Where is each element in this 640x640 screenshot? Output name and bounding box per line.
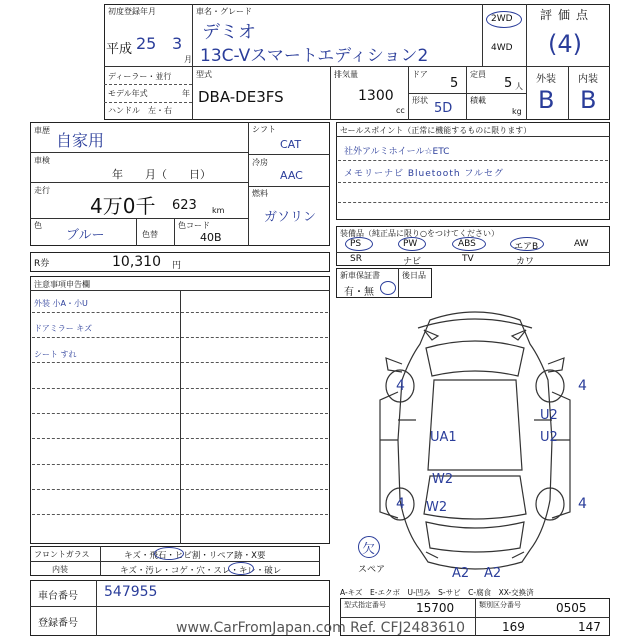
category-code-value: 0505	[556, 601, 587, 615]
km-unit: km	[212, 206, 225, 215]
seats: 5	[504, 76, 513, 91]
model-code-label: 型式指定番号	[344, 601, 386, 609]
seats-label: 定員	[470, 70, 486, 79]
new-warranty-label: 新車保証書	[340, 271, 380, 280]
mark-left-door: UA1	[430, 430, 457, 445]
drive-4wd: 4WD	[491, 43, 513, 53]
name-grade-label: 車名・グレード	[196, 7, 252, 16]
color-code-label: 色コード	[178, 221, 210, 230]
footer-sub-2: 147	[578, 620, 601, 634]
notes-label: 注意事項申告欄	[34, 280, 90, 289]
reg-number-label: 登録番号	[38, 618, 78, 629]
windshield-chip-circle	[154, 547, 184, 560]
model-code-value: 15700	[416, 601, 455, 615]
yen-unit: 円	[172, 261, 182, 271]
sales-point-2: メモリーナビ Bluetooth フルセグ	[344, 169, 505, 179]
mark-right-rear-door: U2	[540, 430, 558, 445]
category-code-label: 類別区分番号	[479, 601, 521, 609]
note-2: ドアミラー キズ	[34, 324, 93, 333]
equip-sr: SR	[350, 254, 362, 264]
seats-unit: 人	[515, 82, 523, 91]
sales-point-1: 社外アルミホイール☆ETC	[344, 147, 450, 157]
fuel-label: 燃料	[252, 189, 268, 198]
displacement: 1300	[358, 88, 394, 104]
month-unit: 月	[184, 55, 192, 64]
interior-grade: B	[580, 86, 597, 114]
note-1: 外装 小A・小U	[34, 299, 88, 308]
exterior-grade: B	[538, 86, 555, 114]
reg-month: 3	[172, 34, 183, 53]
mark-wheel-fr: 4	[578, 378, 587, 394]
disp-label: 排気量	[334, 70, 358, 79]
recycle-label: R券	[34, 259, 50, 269]
exterior-label: 外装	[536, 74, 556, 85]
shape-label: 形状	[412, 96, 428, 105]
fuel: ガソリン	[264, 210, 317, 225]
recycle-fee: 10,310	[112, 254, 161, 270]
color-label: 色	[34, 221, 42, 230]
sales-points-label: セールスポイント（正常に機能するものに限ります）	[340, 126, 532, 135]
cc-unit: cc	[396, 106, 405, 115]
color-change-label: 色替	[142, 230, 158, 239]
car-grade: 13C-Vスマートエディション2	[200, 46, 429, 66]
warranty-none-circle	[380, 281, 396, 295]
category: 自家用	[56, 131, 105, 150]
dealer-label: ディーラー・並行	[108, 72, 172, 81]
ac: AAC	[280, 169, 303, 182]
chassis-number: 547955	[104, 584, 158, 600]
category-label: 車歴	[34, 126, 50, 135]
door-label: ドア	[412, 70, 428, 79]
watermark: www.CarFromJapan.com Ref. CFJ2483610	[176, 620, 465, 636]
kg-unit: kg	[512, 107, 522, 116]
equip-tv: TV	[462, 254, 474, 264]
warranty-value: 有・無	[344, 287, 374, 298]
drive-2wd: 2WD	[491, 14, 513, 24]
model-code: DBA-DE3FS	[198, 88, 284, 106]
reg-year: 25	[136, 34, 157, 53]
spare-mark: 欠	[362, 542, 376, 557]
mileage: 4万0千	[90, 194, 156, 218]
load-label: 積載	[470, 96, 486, 105]
mileage-label: 走行	[34, 186, 50, 195]
era: 平成	[106, 42, 133, 57]
mark-right-front-door: U2	[540, 408, 558, 423]
windshield-label: フロントガラス	[34, 550, 90, 559]
body-shape: 5D	[434, 101, 453, 116]
mark-rear-1: A2	[452, 566, 470, 581]
note-3: シート すれ	[34, 350, 77, 359]
interior-options: キズ・汚レ・コゲ・穴・スレ・キレ・破レ	[120, 566, 282, 576]
chassis-number-label: 車台番号	[38, 591, 78, 602]
shift-label: シフト	[252, 125, 276, 134]
doors: 5	[450, 76, 459, 91]
shift: CAT	[280, 138, 302, 151]
equip-ps: PS	[350, 239, 362, 249]
color-code: 40B	[200, 231, 222, 244]
mark-wheel-rr: 4	[578, 496, 587, 512]
mark-left-rear-2: W2	[426, 500, 448, 515]
score-label: 評価点	[540, 8, 595, 22]
equip-leather: カワ	[516, 257, 535, 267]
equip-navi: ナビ	[403, 257, 422, 267]
inspection-value: 年 月（ 日）	[112, 168, 211, 181]
equip-airbag: エアB	[514, 242, 539, 252]
car-diagram	[340, 300, 610, 586]
mark-wheel-rl: 4	[396, 496, 405, 512]
damage-legend: A-キズ E-エクボ U-凹み S-サビ C-腐食 XX-交換済	[340, 588, 534, 597]
type-label: 型式	[196, 70, 212, 79]
inspection-label: 車検	[34, 156, 50, 165]
color: ブルー	[66, 228, 105, 243]
equip-pw: PW	[403, 239, 418, 249]
car-name: デミオ	[202, 22, 256, 43]
ac-label: 冷房	[252, 158, 268, 167]
interior-worn-circle	[228, 562, 254, 575]
first-reg-label: 初度登録年月	[108, 7, 156, 16]
record-label: 後日品	[402, 271, 426, 280]
mileage-extra: 623	[172, 198, 197, 213]
handle-label: ハンドル 左・右	[108, 106, 172, 115]
mark-wheel-fl: 4	[396, 378, 405, 394]
equip-abs: ABS	[458, 239, 476, 249]
equip-aw: AW	[574, 239, 589, 249]
spare-label: スペア	[358, 565, 386, 575]
interior-cond-label: 内装	[52, 565, 68, 574]
model-year-label: モデル年式	[108, 89, 148, 98]
footer-sub-1: 169	[502, 620, 525, 634]
year-unit: 年	[182, 89, 190, 98]
windshield-options: キズ・飛石・ヒビ割・リペア跡・X要	[124, 551, 266, 561]
overall-score: (4)	[548, 30, 582, 58]
mark-rear-2: A2	[484, 566, 502, 581]
equipment-label: 装備品（純正品に限り○をつけてください）	[340, 229, 499, 238]
interior-label: 内装	[578, 74, 598, 85]
mark-left-rear-1: W2	[432, 472, 454, 487]
